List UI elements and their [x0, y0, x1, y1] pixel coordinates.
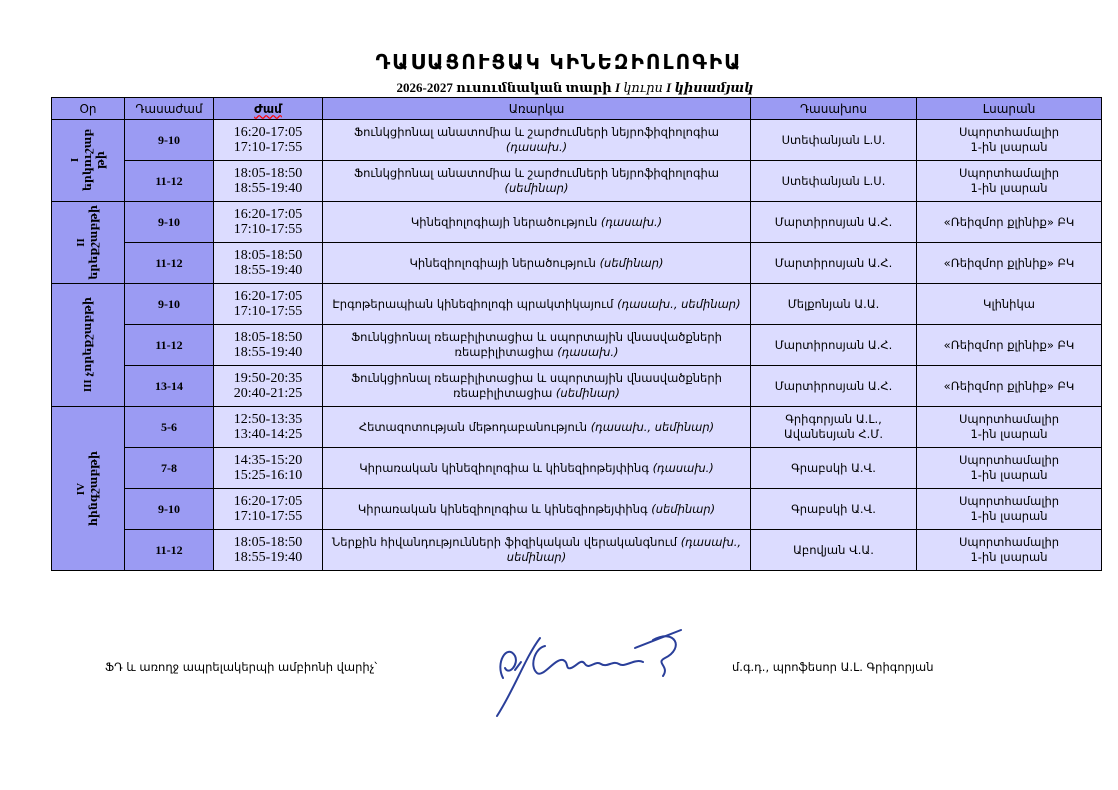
subject-name: Էրգոթերապիան կինեզիոլոգի պրակտիկայում	[332, 296, 614, 311]
teacher-cell: Ստեփանյան Լ.Ս.	[751, 120, 917, 161]
teacher-cell: Ստեփանյան Լ.Ս.	[751, 161, 917, 202]
time-cell: 12:50-13:35 13:40-14:25	[214, 407, 323, 448]
subject-name: Կինեզիոլոգիայի ներածություն	[409, 255, 596, 270]
table-row	[52, 530, 1102, 571]
teacher-cell: Մարտիրոսյան Ա.Հ.	[751, 243, 917, 284]
lesson-period-cell: 5-6	[125, 407, 214, 448]
table-row	[52, 366, 1102, 407]
lesson-type: (դասախ., սեմինար)	[617, 296, 741, 311]
subtitle-course-num: I	[614, 80, 621, 95]
column-header-teacher: Դասախոս	[751, 98, 917, 120]
footer-signatory: մ.գ.դ., պրոֆեսոր Ա.Լ. Գրիգորյան	[732, 660, 934, 674]
subject-cell	[323, 366, 751, 407]
subject-cell	[323, 243, 751, 284]
subject-name: Ներքին հիվանդությունների ֆիզիկական վերականգնում	[331, 535, 678, 549]
lesson-period-cell: 9-10	[125, 489, 214, 530]
room-cell: «Ռեիզմոր քլինիք» ԲԿ	[917, 366, 1102, 407]
lesson-type: (սեմինար)	[555, 386, 620, 400]
subtitle-semester: I կիսամյակ	[666, 80, 754, 95]
lesson-period-cell: 11-12	[125, 161, 214, 202]
column-header-group: Դասաժամ	[125, 98, 214, 120]
room-cell: «Ռեիզմոր քլինիք» ԲԿ	[917, 202, 1102, 243]
time-cell: 16:20-17:05 17:10-17:55	[214, 489, 323, 530]
time-cell: 19:50-20:35 20:40-21:25	[214, 366, 323, 407]
lesson-type: (դասախ.)	[652, 460, 714, 475]
day-cell	[52, 284, 125, 407]
subject-cell	[323, 530, 751, 571]
table-row	[52, 243, 1102, 284]
lesson-type: (սեմինար)	[651, 501, 716, 516]
subject-cell	[323, 202, 751, 243]
teacher-cell: Աբովյան Վ.Ա.	[751, 530, 917, 571]
column-header-subject: Առարկա	[323, 98, 751, 120]
subtitle-year: 2026-2027 ուսումնական տարի	[396, 80, 612, 95]
lesson-type: (սեմինար)	[599, 255, 664, 270]
schedule-table	[51, 97, 1102, 571]
room-cell: «Ռեիզմոր քլինիք» ԲԿ	[917, 243, 1102, 284]
lesson-period-cell: 9-10	[125, 284, 214, 325]
lesson-type: (դասախ., սեմինար)	[590, 419, 715, 434]
footer-position: ՖԴ և առողջ ապրելակերպի ամբիոնի վարիչ՝	[105, 660, 378, 674]
subject-name: Կիրառական կինեզիոլոգիա և կինեզիոթեյփինգ	[357, 501, 648, 516]
lesson-period-cell: 9-10	[125, 120, 214, 161]
subject-name: Ֆունկցիոնալ անատոմիա և շարժումների նեյրոֆիզիոլոգիա	[353, 166, 720, 180]
time-cell: 18:05-18:50 18:55-19:40	[214, 243, 323, 284]
column-header-day: Օր	[52, 98, 125, 120]
room-cell: Սպորտհամալիր 1-ին լսարան	[917, 448, 1102, 489]
day-label: I երկուշաբ թի	[68, 129, 107, 192]
subject-name: Հետազոտության մեթոդաբանություն	[358, 419, 588, 434]
table-header-row	[52, 98, 1102, 120]
room-cell: Սպորտհամալիր 1-ին լսարան	[917, 489, 1102, 530]
column-header-time: Ժամ	[214, 98, 323, 120]
subject-name: Ֆունկցիոնալ ռեաբիլիտացիա և սպորտային վնասվածքների ռեաբիլիտացիա	[351, 371, 722, 400]
table-row	[52, 202, 1102, 243]
day-cell	[52, 407, 125, 571]
lesson-type: (դասախ.)	[557, 345, 619, 359]
subtitle-course-word: կուրս	[623, 80, 663, 95]
subject-name: Կիրառական կինեզիոլոգիա և կինեզիոթեյփինգ	[359, 460, 649, 475]
table-row	[52, 325, 1102, 366]
teacher-cell: Գրաբսկի Ա.Վ.	[751, 448, 917, 489]
schedule-body	[52, 120, 1102, 571]
table-row	[52, 284, 1102, 325]
day-label: II երեքշաբթի	[75, 205, 100, 280]
time-cell: 16:20-17:05 17:10-17:55	[214, 120, 323, 161]
table-row	[52, 448, 1102, 489]
subject-cell	[323, 407, 751, 448]
subject-cell	[323, 161, 751, 202]
subject-cell	[323, 489, 751, 530]
teacher-cell: Մարտիրոսյան Ա.Հ.	[751, 325, 917, 366]
subject-cell	[323, 325, 751, 366]
teacher-cell: Գրաբսկի Ա.Վ.	[751, 489, 917, 530]
lesson-period-cell: 11-12	[125, 325, 214, 366]
lesson-type: (դասախ.)	[600, 214, 663, 229]
teacher-cell: Մարտիրոսյան Ա.Հ.	[751, 202, 917, 243]
subject-name: Ֆունկցիոնալ ռեաբիլիտացիա և սպորտային վնասվածքների ռեաբիլիտացիա	[351, 330, 722, 359]
day-label: IV հինգշաբթի	[75, 450, 100, 527]
table-row	[52, 489, 1102, 530]
time-cell: 14:35-15:20 15:25-16:10	[214, 448, 323, 489]
page-subtitle	[0, 80, 1118, 96]
time-cell: 18:05-18:50 18:55-19:40	[214, 325, 323, 366]
teacher-cell: Մարտիրոսյան Ա.Հ.	[751, 366, 917, 407]
room-cell: Սպորտհամալիր 1-ին լսարան	[917, 407, 1102, 448]
table-row	[52, 120, 1102, 161]
teacher-cell: Մելքոնյան Ա.Ա.	[751, 284, 917, 325]
time-cell: 18:05-18:50 18:55-19:40	[214, 530, 323, 571]
lesson-type: (դասախ., սեմինար)	[506, 535, 742, 564]
table-row	[52, 161, 1102, 202]
subject-name: Ֆունկցիոնալ անատոմիա և շարժումների նեյրոֆիզիոլոգիա	[353, 125, 720, 139]
room-cell: Սպորտհամալիր 1-ին լսարան	[917, 161, 1102, 202]
time-cell: 16:20-17:05 17:10-17:55	[214, 202, 323, 243]
lesson-period-cell: 9-10	[125, 202, 214, 243]
day-label: III չորեքշաբթի	[81, 297, 94, 393]
teacher-cell: Գրիգորյան Ա.Լ., Ավանեսյան Հ.Մ.	[751, 407, 917, 448]
day-cell	[52, 120, 125, 202]
day-cell	[52, 202, 125, 284]
lesson-period-cell: 11-12	[125, 243, 214, 284]
subject-cell	[323, 120, 751, 161]
column-header-room: Լսարան	[917, 98, 1102, 120]
room-cell: «Ռեիզմոր քլինիք» ԲԿ	[917, 325, 1102, 366]
time-cell: 16:20-17:05 17:10-17:55	[214, 284, 323, 325]
lesson-type: (դասախ.)	[505, 140, 568, 154]
time-cell: 18:05-18:50 18:55-19:40	[214, 161, 323, 202]
subject-name: Կինեզիոլոգիայի ներածություն	[410, 214, 598, 229]
room-cell: Սպորտհամալիր 1-ին լսարան	[917, 530, 1102, 571]
lesson-period-cell: 7-8	[125, 448, 214, 489]
table-row	[52, 407, 1102, 448]
subject-cell	[323, 448, 751, 489]
signature-image	[485, 618, 695, 728]
lesson-period-cell: 13-14	[125, 366, 214, 407]
page-title: ԴԱՍԱՑՈՒՑԱԿ ԿԻՆԵԶԻՈԼՈԳԻԱ	[375, 52, 743, 74]
room-cell: Կլինիկա	[917, 284, 1102, 325]
lesson-type: (սեմինար)	[504, 181, 569, 195]
subject-cell	[323, 284, 751, 325]
lesson-period-cell: 11-12	[125, 530, 214, 571]
room-cell: Սպորտհամալիր 1-ին լսարան	[917, 120, 1102, 161]
